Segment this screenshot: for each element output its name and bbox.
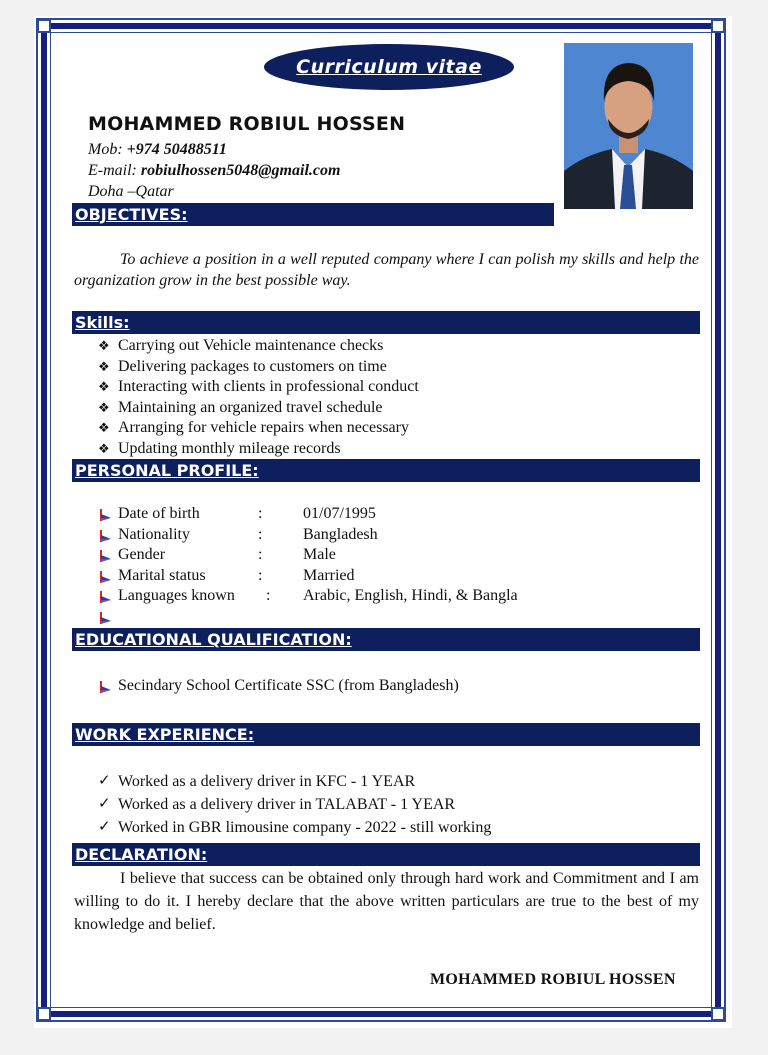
checkmark-icon: ✓: [98, 796, 111, 812]
list-item: ❖ Carrying out Vehicle maintenance checks: [98, 336, 419, 357]
objectives-text: To achieve a position in a well reputed company where I can polish my skills and help the organization grow in the best possible way.: [74, 251, 699, 289]
declaration-heading: DECLARATION:: [72, 843, 700, 866]
education-heading: EDUCATIONAL QUALIFICATION:: [72, 628, 700, 651]
list-item: ✓ Worked as a delivery driver in KFC - 1 YEAR: [98, 770, 491, 793]
border-corner-ornament: [711, 1007, 725, 1021]
education-list: [98, 676, 459, 697]
list-item: ❖ Arranging for vehicle repairs when necessary: [98, 418, 419, 439]
location: Doha –Qatar: [88, 183, 174, 200]
work-experience-list: [98, 770, 491, 839]
profile-row-marital-status: Marital status : Married: [98, 566, 518, 587]
pushpin-icon: [98, 506, 118, 522]
personal-profile-table: [98, 504, 518, 627]
work-experience-heading: WORK EXPERIENCE:: [72, 723, 700, 746]
list-item: ❖ Delivering packages to customers on time: [98, 357, 419, 378]
mobile-number: +974 50488511: [126, 141, 227, 158]
profile-row-dob: Date of birth : 01/07/1995: [98, 504, 518, 525]
list-item: ✓ Worked in GBR limousine company - 2022 - still working: [98, 816, 491, 839]
signature-name: MOHAMMED ROBIUL HOSSEN: [430, 971, 676, 988]
objectives-heading: OBJECTIVES:: [72, 203, 554, 226]
border-corner-ornament: [37, 1007, 51, 1021]
email-line: [88, 162, 340, 180]
diamond-bullet-icon: ❖: [98, 338, 110, 353]
mobile-line: [88, 141, 227, 159]
mobile-label: Mob:: [88, 141, 127, 158]
pushpin-icon: [98, 568, 118, 584]
pushpin-icon: [98, 547, 118, 563]
checkmark-icon: ✓: [98, 773, 111, 789]
email-address: robiulhossen5048@gmail.com: [140, 162, 341, 179]
personal-profile-heading: PERSONAL PROFILE:: [72, 459, 700, 482]
diamond-bullet-icon: ❖: [98, 379, 110, 394]
pushpin-icon: [98, 678, 118, 694]
diamond-bullet-icon: ❖: [98, 420, 110, 435]
list-item: ❖ Interacting with clients in professional conduct: [98, 377, 419, 398]
candidate-name: MOHAMMED ROBIUL HOSSEN: [88, 113, 406, 135]
diamond-bullet-icon: ❖: [98, 358, 110, 374]
skills-heading: Skills:: [72, 311, 700, 334]
checkmark-icon: ✓: [98, 819, 111, 835]
list-item: ❖ Updating monthly mileage records: [98, 439, 419, 460]
declaration-text: I believe that success can be obtained only through hard work and Commitment and I am willing to do it. I hereby declare that the above written particulars are true to the best of my knowledge and belief.: [74, 870, 699, 933]
cv-title: Curriculum vitae: [264, 44, 514, 90]
profile-row-nationality: Nationality : Bangladesh: [98, 525, 518, 546]
profile-row-empty: [98, 607, 518, 628]
pushpin-icon: [98, 527, 118, 543]
pushpin-icon: [98, 609, 118, 625]
border-corner-ornament: [711, 19, 725, 33]
diamond-bullet-icon: ❖: [98, 399, 110, 415]
diamond-bullet-icon: ❖: [98, 440, 110, 456]
profile-row-gender: Gender : Male: [98, 545, 518, 566]
email-label: E-mail:: [88, 162, 141, 179]
profile-photo: [564, 43, 693, 209]
list-item: Secindary School Certificate SSC (from Bangladesh): [98, 676, 459, 697]
skills-list: [98, 336, 419, 459]
profile-row-languages: Languages known : Arabic, English, Hindi, & Bangla: [98, 586, 518, 607]
pushpin-icon: [98, 588, 118, 604]
list-item: ✓ Worked as a delivery driver in TALABAT - 1 YEAR: [98, 793, 491, 816]
border-corner-ornament: [37, 19, 51, 33]
list-item: ❖ Maintaining an organized travel schedule: [98, 398, 419, 419]
